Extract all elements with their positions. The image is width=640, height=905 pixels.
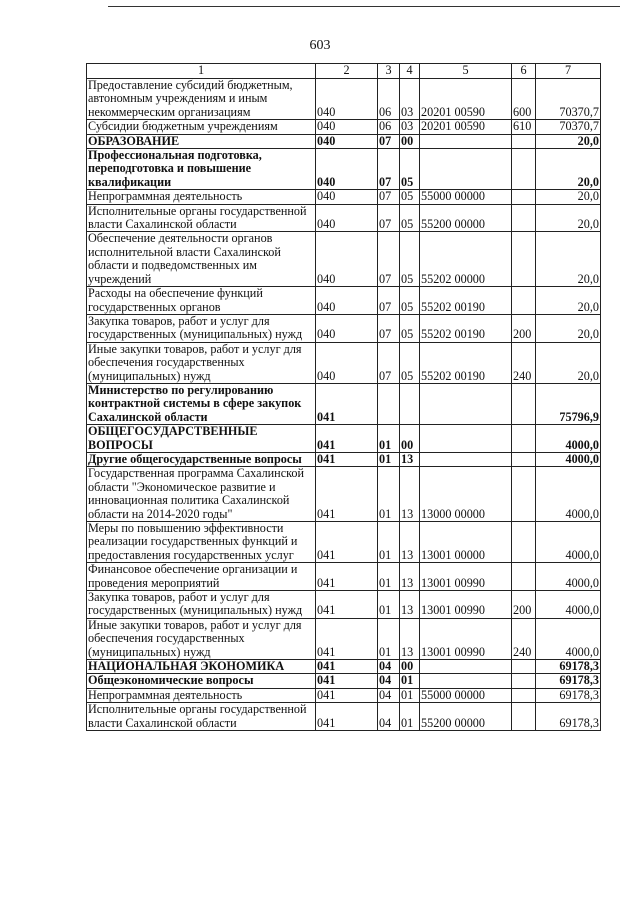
row-amount: 4000,0 [536, 591, 601, 619]
row-name: Государственная программа Сахалинской области "Экономическое развитие и инновационная политика Сахалинской области на 2014-2020 годы" [87, 467, 316, 522]
row-amount: 4000,0 [536, 452, 601, 466]
row-code-expense-type [512, 674, 536, 688]
row-code-target: 55202 00190 [420, 314, 512, 342]
budget-table [86, 63, 601, 731]
row-name: ОБЩЕГОСУДАРСТВЕННЫЕ ВОПРОСЫ [87, 425, 316, 453]
row-name: Непрограммная деятельность [87, 688, 316, 702]
row-name: Исполнительные органы государственной власти Сахалинской области [87, 204, 316, 232]
row-amount: 4000,0 [536, 618, 601, 659]
row-code-main: 041 [316, 660, 378, 674]
row-code-subsection [400, 383, 420, 424]
row-code-target: 55000 00000 [420, 688, 512, 702]
row-code-subsection: 05 [400, 190, 420, 204]
row-code-section: 01 [378, 467, 400, 522]
row-code-target: 20201 00590 [420, 120, 512, 134]
table-row [87, 120, 601, 134]
row-code-main: 040 [316, 342, 378, 383]
table-row [87, 204, 601, 232]
row-name: Исполнительные органы государственной власти Сахалинской области [87, 703, 316, 731]
row-code-target: 13001 00000 [420, 522, 512, 563]
row-code-expense-type [512, 149, 536, 190]
row-amount: 20,0 [536, 314, 601, 342]
row-code-main: 040 [316, 79, 378, 120]
header-col-5: 5 [420, 64, 512, 79]
row-code-section: 07 [378, 149, 400, 190]
row-code-target [420, 452, 512, 466]
row-amount: 75796,9 [536, 383, 601, 424]
row-code-expense-type [512, 688, 536, 702]
row-code-subsection: 13 [400, 563, 420, 591]
row-code-target: 55200 00000 [420, 204, 512, 232]
row-code-expense-type [512, 383, 536, 424]
row-code-section: 04 [378, 688, 400, 702]
row-code-subsection: 05 [400, 232, 420, 287]
row-code-main: 040 [316, 204, 378, 232]
row-code-main: 041 [316, 563, 378, 591]
row-code-subsection: 01 [400, 674, 420, 688]
row-amount: 4000,0 [536, 563, 601, 591]
row-code-section: 01 [378, 618, 400, 659]
row-amount: 4000,0 [536, 467, 601, 522]
row-code-section: 07 [378, 314, 400, 342]
row-code-expense-type [512, 134, 536, 148]
row-name: Иные закупки товаров, работ и услуг для обеспечения государственных (муниципальных) нужд [87, 618, 316, 659]
row-code-expense-type [512, 563, 536, 591]
table-row [87, 342, 601, 383]
row-code-target: 13000 00000 [420, 467, 512, 522]
header-col-4: 4 [400, 64, 420, 79]
row-code-expense-type [512, 425, 536, 453]
row-code-subsection: 13 [400, 467, 420, 522]
table-row [87, 190, 601, 204]
page-number: 603 [309, 38, 331, 53]
row-code-main: 040 [316, 120, 378, 134]
row-code-subsection: 00 [400, 134, 420, 148]
row-code-expense-type [512, 204, 536, 232]
table-row [87, 383, 601, 424]
row-amount: 20,0 [536, 232, 601, 287]
row-name: Профессиональная подготовка, переподготовка и повышение квалификации [87, 149, 316, 190]
row-code-main: 041 [316, 618, 378, 659]
row-name: Финансовое обеспечение организации и проведения мероприятий [87, 563, 316, 591]
row-code-subsection: 00 [400, 660, 420, 674]
header-col-2: 2 [316, 64, 378, 79]
row-code-expense-type [512, 287, 536, 315]
row-name: Непрограммная деятельность [87, 190, 316, 204]
row-code-expense-type [512, 190, 536, 204]
row-name: Иные закупки товаров, работ и услуг для обеспечения государственных (муниципальных) нужд [87, 342, 316, 383]
row-amount: 69178,3 [536, 688, 601, 702]
row-code-section: 07 [378, 232, 400, 287]
row-code-subsection: 03 [400, 79, 420, 120]
row-code-section: 04 [378, 674, 400, 688]
row-code-section: 07 [378, 342, 400, 383]
table-row [87, 287, 601, 315]
row-amount: 4000,0 [536, 522, 601, 563]
row-code-main: 041 [316, 383, 378, 424]
table-row [87, 674, 601, 688]
row-code-main: 040 [316, 190, 378, 204]
header-col-1: 1 [87, 64, 316, 79]
table-row [87, 618, 601, 659]
row-code-section: 07 [378, 134, 400, 148]
row-code-section: 01 [378, 452, 400, 466]
row-code-expense-type: 200 [512, 591, 536, 619]
header-col-7: 7 [536, 64, 601, 79]
row-code-main: 041 [316, 688, 378, 702]
row-code-target: 55000 00000 [420, 190, 512, 204]
row-code-subsection: 13 [400, 591, 420, 619]
row-amount: 69178,3 [536, 660, 601, 674]
row-code-expense-type [512, 522, 536, 563]
row-code-subsection: 13 [400, 618, 420, 659]
row-code-expense-type [512, 467, 536, 522]
table-row [87, 232, 601, 287]
top-rule [108, 6, 620, 7]
row-code-subsection: 01 [400, 688, 420, 702]
row-code-target: 20201 00590 [420, 79, 512, 120]
row-code-target [420, 660, 512, 674]
row-amount: 20,0 [536, 134, 601, 148]
row-code-target: 13001 00990 [420, 591, 512, 619]
row-code-section: 01 [378, 522, 400, 563]
row-code-section: 07 [378, 204, 400, 232]
table-row [87, 452, 601, 466]
row-code-target: 55200 00000 [420, 703, 512, 731]
header-row [87, 64, 601, 79]
row-code-subsection: 03 [400, 120, 420, 134]
row-code-expense-type: 240 [512, 342, 536, 383]
row-code-target: 13001 00990 [420, 618, 512, 659]
row-amount: 69178,3 [536, 703, 601, 731]
row-code-main: 041 [316, 425, 378, 453]
row-code-main: 041 [316, 522, 378, 563]
row-code-subsection: 05 [400, 342, 420, 383]
row-name: Общеэкономические вопросы [87, 674, 316, 688]
row-code-section [378, 383, 400, 424]
table-row [87, 563, 601, 591]
row-name: Другие общегосударственные вопросы [87, 452, 316, 466]
row-code-main: 041 [316, 452, 378, 466]
row-amount: 20,0 [536, 342, 601, 383]
row-code-subsection: 05 [400, 149, 420, 190]
row-name: Субсидии бюджетным учреждениям [87, 120, 316, 134]
row-code-section: 07 [378, 190, 400, 204]
row-name: Закупка товаров, работ и услуг для государственных (муниципальных) нужд [87, 314, 316, 342]
row-code-main: 041 [316, 467, 378, 522]
row-code-expense-type [512, 232, 536, 287]
row-code-subsection: 01 [400, 703, 420, 731]
row-code-target: 13001 00990 [420, 563, 512, 591]
row-code-subsection: 05 [400, 287, 420, 315]
row-code-section: 01 [378, 425, 400, 453]
row-code-section: 04 [378, 660, 400, 674]
row-code-expense-type: 200 [512, 314, 536, 342]
row-amount: 20,0 [536, 190, 601, 204]
row-amount: 20,0 [536, 149, 601, 190]
row-code-target [420, 425, 512, 453]
row-code-section: 01 [378, 591, 400, 619]
row-code-main: 041 [316, 703, 378, 731]
row-amount: 4000,0 [536, 425, 601, 453]
row-code-target [420, 149, 512, 190]
row-code-section: 07 [378, 287, 400, 315]
row-code-target: 55202 00190 [420, 287, 512, 315]
row-code-expense-type [512, 703, 536, 731]
row-amount: 20,0 [536, 287, 601, 315]
row-code-target [420, 674, 512, 688]
table-row [87, 467, 601, 522]
row-code-main: 040 [316, 134, 378, 148]
row-code-target [420, 383, 512, 424]
table-row [87, 134, 601, 148]
row-name: Закупка товаров, работ и услуг для государственных (муниципальных) нужд [87, 591, 316, 619]
row-code-subsection: 00 [400, 425, 420, 453]
row-code-subsection: 05 [400, 314, 420, 342]
row-name: НАЦИОНАЛЬНАЯ ЭКОНОМИКА [87, 660, 316, 674]
table-row [87, 79, 601, 120]
table-row [87, 660, 601, 674]
row-code-target: 55202 00000 [420, 232, 512, 287]
table-row [87, 314, 601, 342]
table-row [87, 703, 601, 731]
row-code-section: 06 [378, 79, 400, 120]
row-name: ОБРАЗОВАНИЕ [87, 134, 316, 148]
row-code-main: 040 [316, 232, 378, 287]
row-code-main: 040 [316, 149, 378, 190]
row-name: Обеспечение деятельности органов исполнительной власти Сахалинской области и подведомственных им учреждений [87, 232, 316, 287]
row-code-main: 040 [316, 287, 378, 315]
row-name: Расходы на обеспечение функций государственных органов [87, 287, 316, 315]
row-code-expense-type: 240 [512, 618, 536, 659]
row-code-expense-type [512, 660, 536, 674]
row-code-main: 040 [316, 314, 378, 342]
row-code-expense-type: 610 [512, 120, 536, 134]
row-amount: 70370,7 [536, 120, 601, 134]
row-code-expense-type: 600 [512, 79, 536, 120]
row-name: Министерство по регулированию контрактной системы в сфере закупок Сахалинской области [87, 383, 316, 424]
row-code-section: 01 [378, 563, 400, 591]
row-amount: 20,0 [536, 204, 601, 232]
table-row [87, 149, 601, 190]
row-code-subsection: 05 [400, 204, 420, 232]
row-code-section: 06 [378, 120, 400, 134]
row-code-section: 04 [378, 703, 400, 731]
header-col-3: 3 [378, 64, 400, 79]
row-code-subsection: 13 [400, 522, 420, 563]
row-code-main: 041 [316, 674, 378, 688]
row-code-target [420, 134, 512, 148]
table-row [87, 591, 601, 619]
table-row [87, 688, 601, 702]
row-code-target: 55202 00190 [420, 342, 512, 383]
row-code-subsection: 13 [400, 452, 420, 466]
row-amount: 69178,3 [536, 674, 601, 688]
table-row [87, 522, 601, 563]
row-code-main: 041 [316, 591, 378, 619]
row-name: Предоставление субсидий бюджетным, автономным учреждениям и иным некоммерческим организациям [87, 79, 316, 120]
row-code-expense-type [512, 452, 536, 466]
table-row [87, 425, 601, 453]
header-col-6: 6 [512, 64, 536, 79]
row-amount: 70370,7 [536, 79, 601, 120]
row-name: Меры по повышению эффективности реализации государственных функций и предоставления государственных услуг [87, 522, 316, 563]
